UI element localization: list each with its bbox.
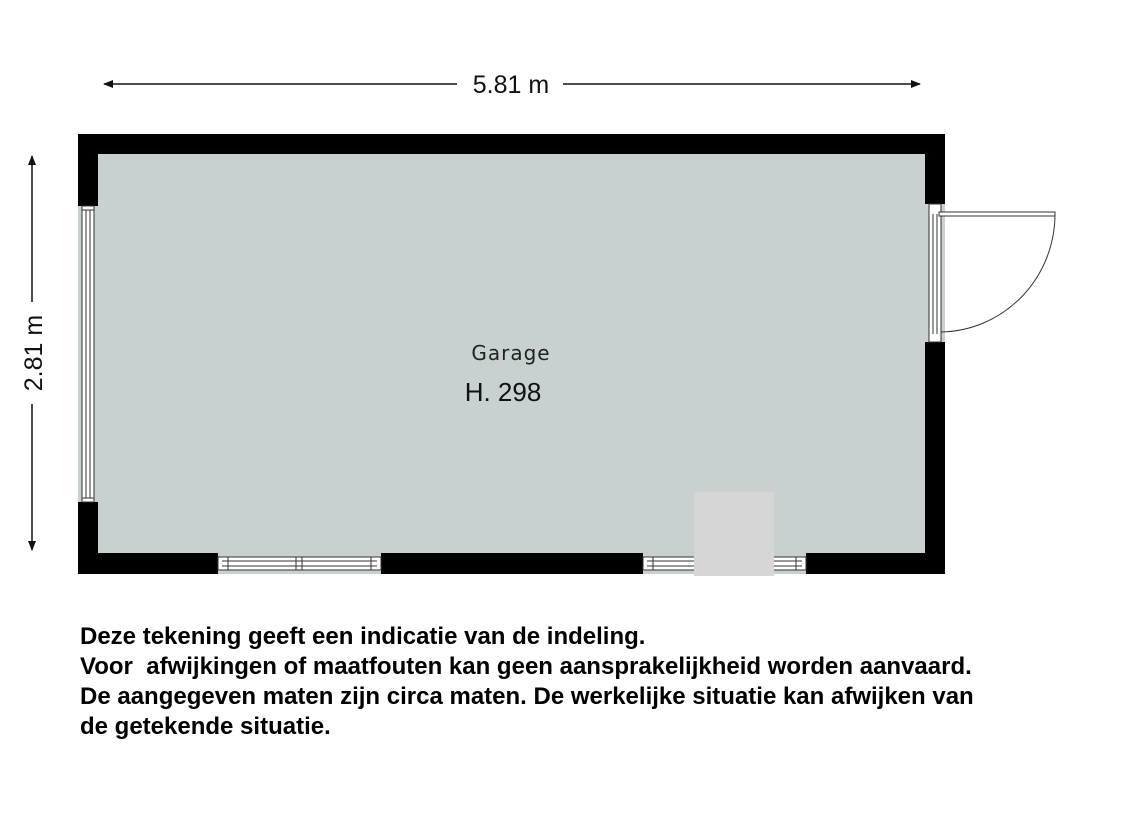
bottom-window-left bbox=[218, 557, 381, 570]
depth-dimension bbox=[20, 156, 48, 550]
width-label: 5.81 m bbox=[472, 71, 550, 99]
depth-label: 2.81 m bbox=[20, 314, 48, 392]
disclaimer-line: de getekende situatie. bbox=[80, 713, 331, 740]
left-window bbox=[82, 206, 94, 502]
top-wall bbox=[78, 134, 945, 154]
room-height: H. 298 bbox=[464, 377, 542, 407]
door-leaf bbox=[939, 212, 1055, 216]
bottom-wall-left bbox=[78, 553, 218, 574]
door-swing-arc bbox=[941, 214, 1055, 332]
disclaimer-line: De aangegeven maten zijn circa maten. De werkelijke situatie kan afwijken van bbox=[80, 683, 974, 710]
disclaimer bbox=[80, 622, 1140, 742]
left-wall-upper bbox=[78, 134, 98, 206]
bottom-wall-right bbox=[806, 553, 945, 574]
room-name: Garage bbox=[471, 341, 551, 365]
floor-fixture bbox=[694, 492, 774, 576]
disclaimer-line: Voor afwijkingen of maatfouten kan geen aansprakelijkheid worden aanvaard. bbox=[80, 653, 972, 680]
width-dimension bbox=[104, 71, 920, 99]
right-wall-upper bbox=[925, 134, 945, 204]
bottom-wall-middle bbox=[381, 553, 643, 574]
right-door bbox=[929, 204, 1055, 342]
right-wall-lower bbox=[925, 342, 945, 574]
disclaimer-line: Deze tekening geeft een indicatie van de indeling. bbox=[80, 623, 646, 650]
